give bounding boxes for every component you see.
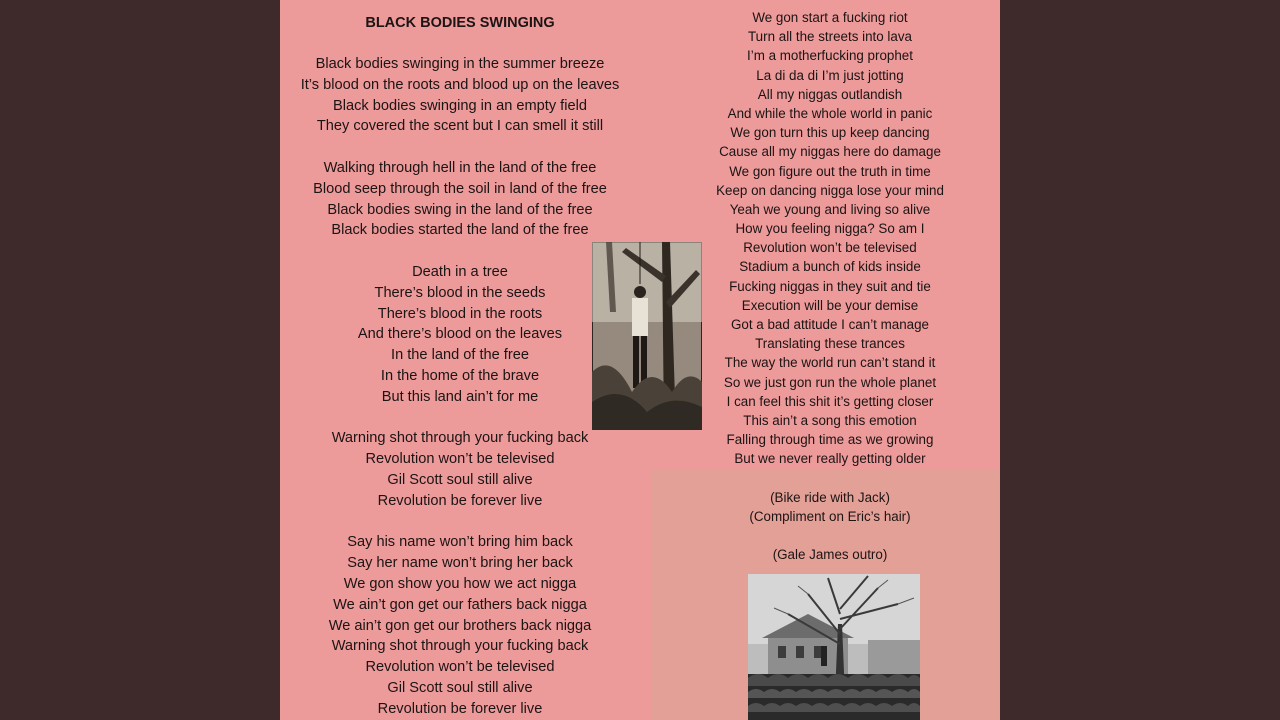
lyric-line: But this land ain’t for me <box>381 388 539 405</box>
lyric-line: (Compliment on Eric’s hair) <box>749 508 911 524</box>
stanza <box>280 532 640 719</box>
lyric-line: Turn all the streets into lava <box>748 29 912 45</box>
lyric-line: I’m a motherfucking prophet <box>747 48 913 64</box>
lyric-line: Death in a tree <box>412 263 508 280</box>
stanza <box>680 8 980 469</box>
lyric-line: (Gale James outro) <box>772 547 888 563</box>
lyric-line: Black bodies swinging in the summer breeze <box>315 56 605 72</box>
lyrics-page <box>280 0 1000 720</box>
stanza-gap <box>280 408 640 429</box>
lyric-line: All my niggas outlandish <box>757 86 903 102</box>
lyric-line: In the land of the free <box>391 347 529 364</box>
lyric-line: Black bodies started the land of the free <box>331 222 589 239</box>
lyric-line: We ain’t gon get our fathers back nigga <box>333 596 587 613</box>
lyric-line: Revolution won’t be televised <box>365 659 555 676</box>
lyric-line: Stadium a bunch of kids inside <box>739 259 921 275</box>
stanza <box>280 262 640 408</box>
stanza <box>680 545 980 564</box>
lyric-line: And while the whole world in panic <box>727 105 933 121</box>
lyric-line: Fucking niggas in they suit and tie <box>729 278 931 294</box>
stanza <box>680 488 980 526</box>
lyric-line: Black bodies swing in the land of the free <box>327 201 593 218</box>
lyric-line: Gil Scott soul still alive <box>387 471 533 488</box>
lyric-line: Revolution won’t be televised <box>743 240 917 256</box>
lyric-line: I can feel this shit it’s getting closer <box>726 393 934 409</box>
lyric-line: We gon start a fucking riot <box>752 10 908 25</box>
left-column <box>280 12 640 720</box>
lyric-line: Revolution be forever live <box>377 492 543 509</box>
lyric-line: So we just gon run the whole planet <box>723 374 937 390</box>
lyric-line: Revolution won’t be televised <box>365 451 555 468</box>
lyric-line: Warning shot through your fucking back <box>331 430 589 447</box>
lyric-line: Cause all my niggas here do damage <box>719 144 941 160</box>
lyric-line: (Bike ride with Jack) <box>770 489 890 505</box>
lyric-line: It’s blood on the roots and blood up on the leaves <box>300 76 620 93</box>
lyric-line: We gon figure out the truth in time <box>729 163 931 179</box>
stanza <box>280 428 640 511</box>
stanza-gap <box>280 137 640 158</box>
lyric-line: Gil Scott soul still alive <box>387 679 533 696</box>
lyric-line: Translating these trances <box>755 336 905 352</box>
lyric-line: Say her name won’t bring her back <box>347 555 573 572</box>
stanza-gap <box>680 469 980 488</box>
song-title: BLACK BODIES SWINGING <box>365 15 555 31</box>
lyric-line: How you feeling nigga? So am I <box>735 221 925 237</box>
lyric-line: Warning shot through your fucking back <box>331 638 589 655</box>
lyric-line: This ain’t a song this emotion <box>743 412 917 428</box>
lyric-line: Yeah we young and living so alive <box>729 201 931 217</box>
lyric-line: Execution will be your demise <box>741 297 919 313</box>
lyric-line: Black bodies swinging in an empty field <box>333 97 587 114</box>
lyric-line: La di da di I’m just jotting <box>756 67 904 83</box>
stanza-gap <box>280 512 640 533</box>
lyric-line: There’s blood in the roots <box>377 305 543 322</box>
lyric-line: We ain’t gon get our brothers back nigga <box>328 617 592 634</box>
lyric-line: We gon turn this up keep dancing <box>730 125 930 141</box>
lyric-line: But we never really getting older <box>734 451 926 467</box>
lyric-line: Keep on dancing nigga lose your mind <box>716 182 944 198</box>
lyric-line: Say his name won’t bring him back <box>347 534 573 551</box>
stanza-gap <box>280 241 640 262</box>
stanza <box>280 158 640 241</box>
lyric-line: The way the world run can’t stand it <box>724 355 936 371</box>
lyric-line: They covered the scent but I can smell it still <box>316 118 604 135</box>
lyric-line: And there’s blood on the leaves <box>357 326 563 343</box>
lyric-line: Blood seep through the soil in land of the free <box>313 180 607 197</box>
stanza-gap <box>680 526 980 545</box>
lyric-line: There’s blood in the seeds <box>374 284 546 301</box>
lyric-line: Got a bad attitude I can’t manage <box>730 317 929 332</box>
stanza <box>280 54 640 137</box>
lyric-line: In the home of the brave <box>380 367 540 384</box>
lyric-line: Walking through hell in the land of the free <box>323 159 597 176</box>
lyric-line: We gon show you how we act nigga <box>343 575 577 592</box>
lyric-line: Revolution be forever live <box>377 700 543 717</box>
crowd-photograph <box>748 574 920 720</box>
right-column <box>680 8 980 564</box>
lyric-line: Falling through time as we growing <box>726 432 934 448</box>
